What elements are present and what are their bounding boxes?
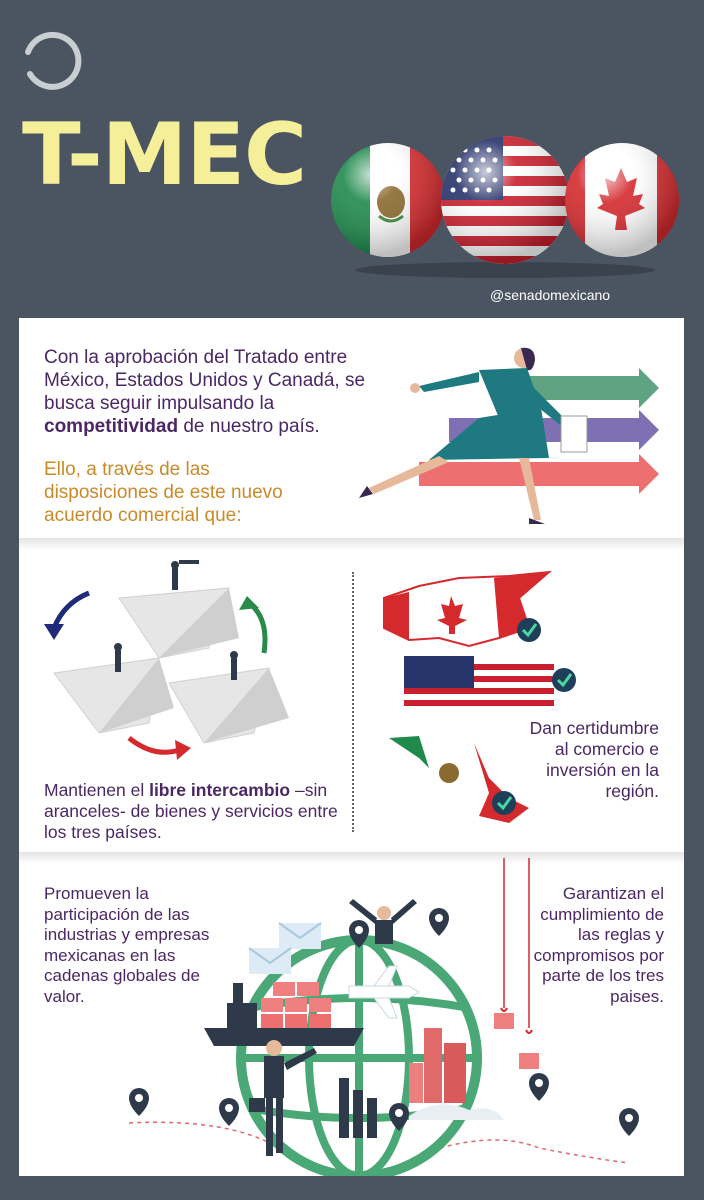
participation-text: Promueven la participación de las industrias y empresas mexicanas en las cadenas globales de valor.: [44, 884, 210, 1006]
crane-hook-icon: [504, 858, 529, 1028]
flag-spheres: [325, 130, 685, 280]
intro-secondary-text: Ello, a través de las disposiciones de este nuevo acuerdo comercial que:: [44, 459, 283, 526]
vertical-divider: [352, 572, 354, 832]
canada-map-icon: [384, 572, 549, 646]
running-woman-illustration: [329, 338, 669, 528]
content-panel: [19, 318, 684, 1176]
arrow-red-icon: [419, 454, 659, 494]
paper-boats-illustration: [39, 558, 339, 773]
exchange-text: Mantienen el libre intercambio –sin aranceles- de bienes y servicios entre los tres países.: [44, 780, 338, 842]
globe-trade-illustration: [109, 858, 669, 1176]
arrow-curved-blue-icon: [54, 593, 89, 628]
mexico-flag-icon: [325, 130, 460, 270]
social-handle: @senadomexicano: [490, 287, 611, 303]
usa-flag-icon: [435, 130, 575, 270]
mexico-map-icon: [389, 733, 529, 823]
arrow-curved-red-icon: [129, 738, 179, 752]
page-title: T-MEC: [22, 105, 307, 205]
usa-map-icon: [404, 656, 576, 718]
intro-text: Con la aprobación del Tratado entre México, Estados Unidos y Canadá, se busca seguir impulsando la competitividad de nuestro país.: [44, 347, 366, 437]
canada-flag-icon: [560, 130, 685, 270]
arrow-curved-green-icon: [249, 603, 265, 653]
logo-ring-icon: [18, 30, 82, 94]
compliance-text: Garantizan el cumplimiento de las reglas y compromisos por parte de los tres paises.: [533, 884, 664, 1006]
section-divider: [19, 538, 684, 550]
certainty-text: Dan certidumbre al comercio e inversión en la región.: [529, 718, 659, 801]
